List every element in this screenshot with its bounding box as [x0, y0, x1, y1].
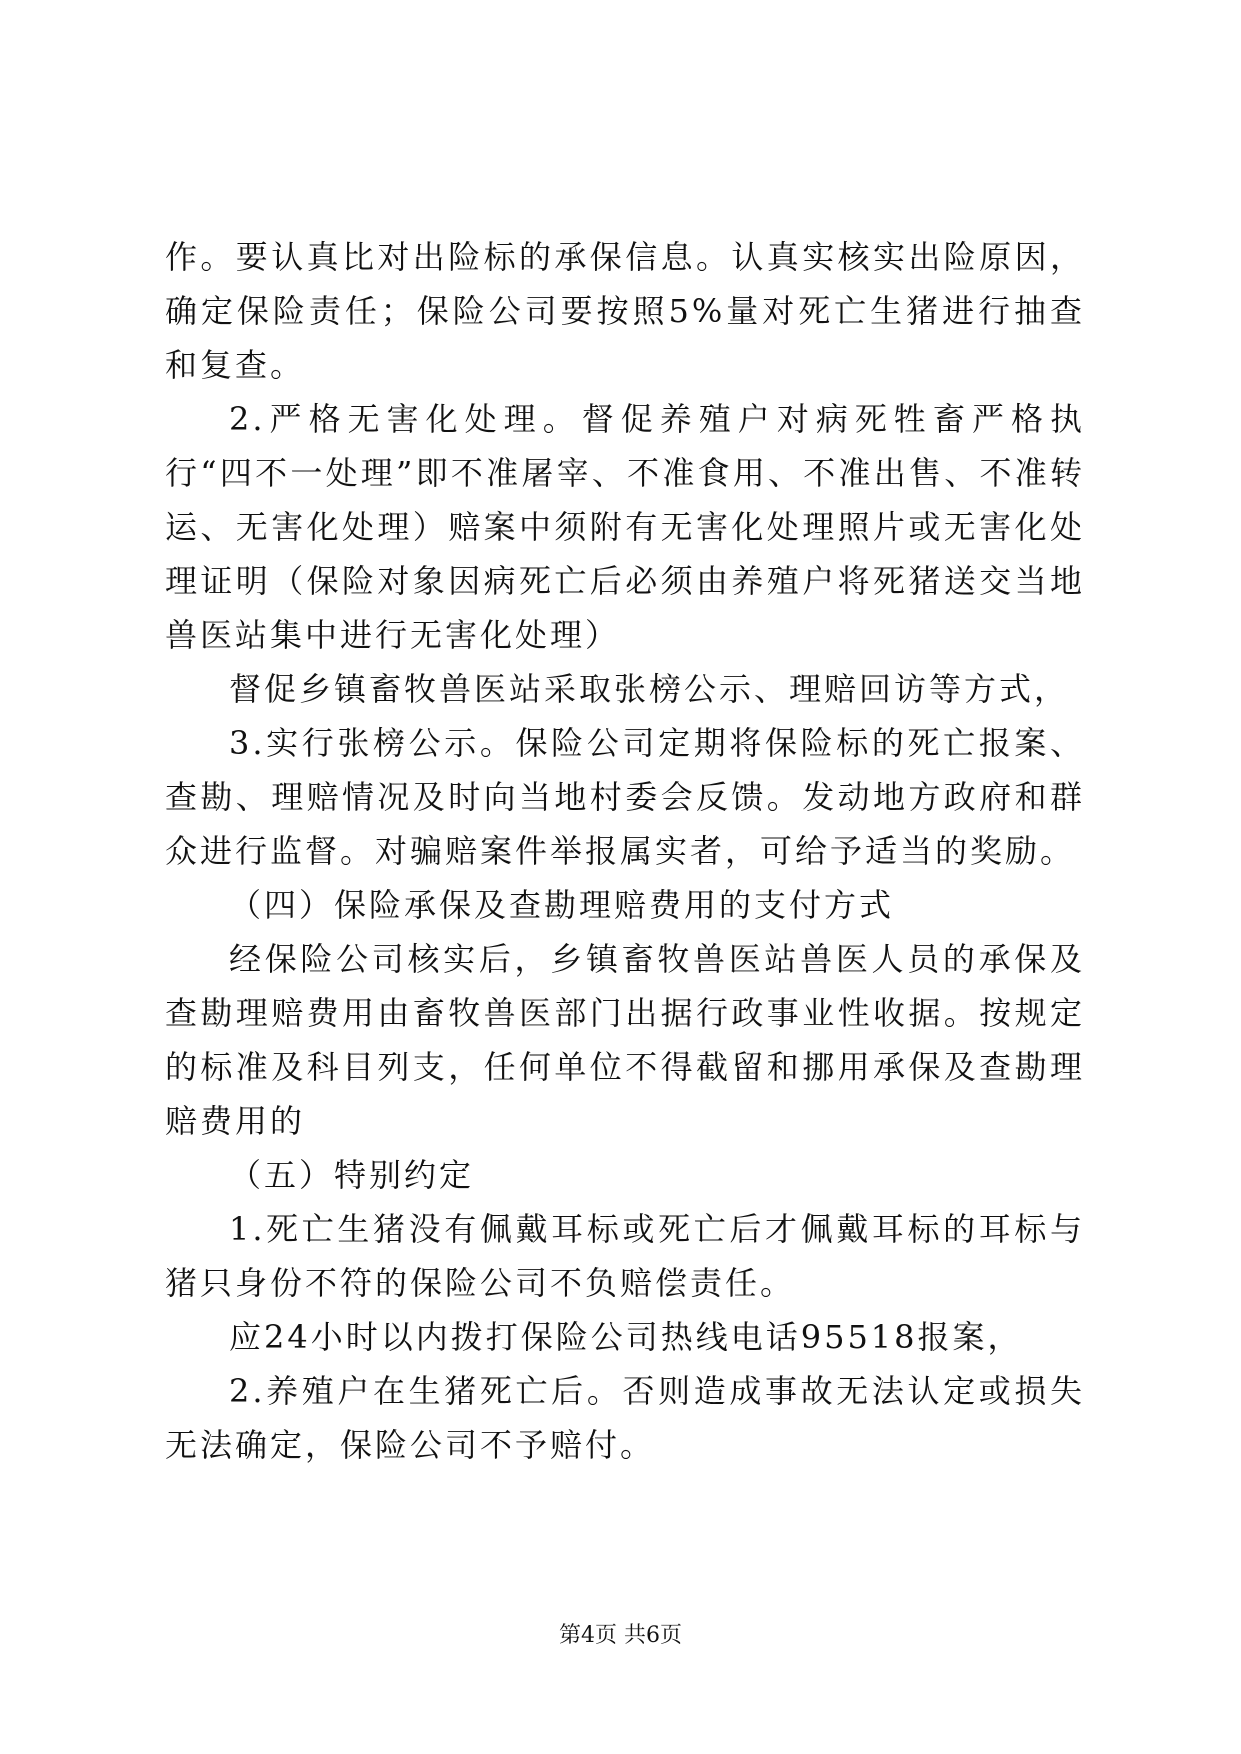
paragraph-1: 作。要认真比对出险标的承保信息。认真实核实出险原因，确定保险责任；保险公司要按照5%量对死亡生猪进行抽查和复查。	[165, 238, 1085, 384]
paragraph-6: 经保险公司核实后，乡镇畜牧兽医站兽医人员的承保及查勘理赔费用由畜牧兽医部门出据行政事业性收据。按规定的标准及科目列支，任何单位不得截留和挪用承保及查勘理赔费用的	[165, 940, 1085, 1140]
document-body	[165, 230, 1085, 1472]
section-heading-4: （四）保险承保及查勘理赔费用的支付方式	[229, 886, 895, 924]
paragraph-2: 2.严格无害化处理。督促养殖户对病死牲畜严格执行“四不一处理”即不准屠宰、不准食用、不准出售、不准转运、无害化处理）赔案中须附有无害化处理照片或无害化处理证明（保险对象因病死亡后必须由养殖户将死猪送交当地兽医站集中进行无害化处理）	[165, 400, 1085, 654]
paragraph-8: 1.死亡生猪没有佩戴耳标或死亡后才佩戴耳标的耳标与猪只身份不符的保险公司不负赔偿责任。	[165, 1210, 1085, 1302]
paragraph-10: 2.养殖户在生猪死亡后。否则造成事故无法认定或损失无法确定，保险公司不予赔付。	[165, 1372, 1085, 1464]
section-heading-5: （五）特别约定	[229, 1156, 475, 1194]
page-number: 第4页 共6页	[559, 1623, 682, 1648]
page-footer	[0, 1618, 1241, 1649]
paragraph-3: 督促乡镇畜牧兽医站采取张榜公示、理赔回访等方式，	[229, 670, 1070, 708]
paragraph-4: 3.实行张榜公示。保险公司定期将保险标的死亡报案、查勘、理赔情况及时向当地村委会反馈。发动地方政府和群众进行监督。对骗赔案件举报属实者，可给予适当的奖励。	[165, 724, 1085, 870]
paragraph-9: 应24小时以内拨打保险公司热线电话95518报案，	[229, 1318, 1023, 1356]
